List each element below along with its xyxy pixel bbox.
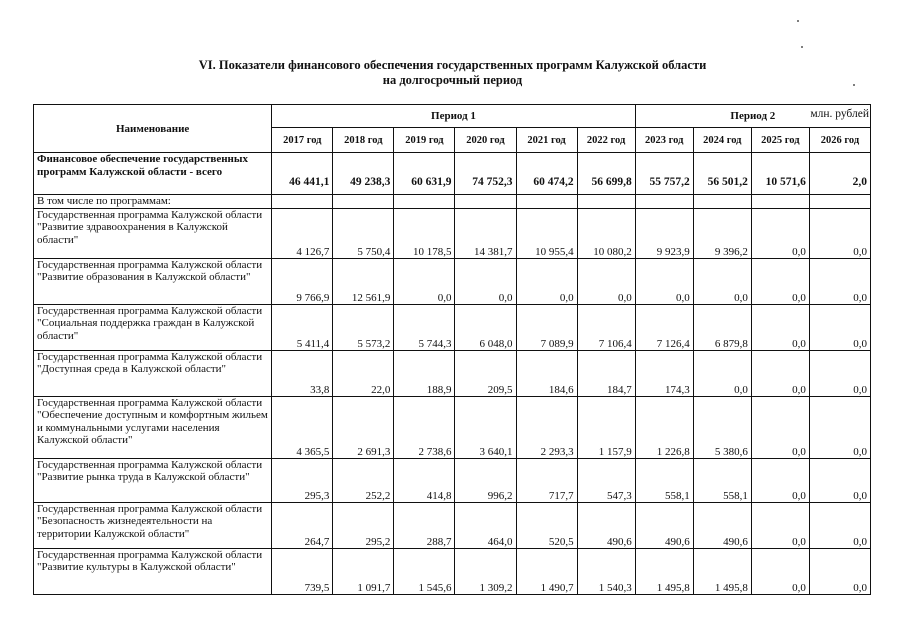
value-cell: 22,0 xyxy=(333,350,394,396)
value-cell: 0,0 xyxy=(693,350,751,396)
value-cell: 264,7 xyxy=(272,502,333,548)
value-cell: 2 293,3 xyxy=(516,396,577,458)
period-2-header: Период 2 xyxy=(635,105,870,128)
subheader-row xyxy=(34,195,871,209)
empty-cell xyxy=(635,195,693,209)
value-cell: 7 126,4 xyxy=(635,304,693,350)
value-cell: 5 380,6 xyxy=(693,396,751,458)
value-cell: 0,0 xyxy=(693,258,751,304)
value-cell: 5 744,3 xyxy=(394,304,455,350)
value-cell: 490,6 xyxy=(693,502,751,548)
value-cell: 1 091,7 xyxy=(333,548,394,594)
value-cell: 56 699,8 xyxy=(577,153,635,195)
value-cell: 2,0 xyxy=(809,153,870,195)
value-cell: 1 545,6 xyxy=(394,548,455,594)
value-cell: 295,3 xyxy=(272,458,333,502)
scan-speck xyxy=(853,84,855,86)
value-cell: 0,0 xyxy=(751,548,809,594)
table-body xyxy=(34,153,871,595)
value-cell: 184,7 xyxy=(577,350,635,396)
program-row xyxy=(34,458,871,502)
value-cell: 188,9 xyxy=(394,350,455,396)
program-row xyxy=(34,350,871,396)
value-cell: 520,5 xyxy=(516,502,577,548)
value-cell: 0,0 xyxy=(751,350,809,396)
year-header: 2017 год xyxy=(272,128,333,153)
value-cell: 4 126,7 xyxy=(272,208,333,258)
program-row xyxy=(34,502,871,548)
value-cell: 10 178,5 xyxy=(394,208,455,258)
year-header: 2024 год xyxy=(693,128,751,153)
value-cell: 3 640,1 xyxy=(455,396,516,458)
value-cell: 10 955,4 xyxy=(516,208,577,258)
value-cell: 464,0 xyxy=(455,502,516,548)
value-cell: 7 106,4 xyxy=(577,304,635,350)
value-cell: 0,0 xyxy=(394,258,455,304)
program-name: Государственная программа Калужской области "Развитие рынка труда в Калужской области" xyxy=(34,458,272,502)
value-cell: 46 441,1 xyxy=(272,153,333,195)
value-cell: 60 631,9 xyxy=(394,153,455,195)
value-cell: 10 571,6 xyxy=(751,153,809,195)
value-cell: 6 879,8 xyxy=(693,304,751,350)
value-cell: 490,6 xyxy=(635,502,693,548)
scan-speck xyxy=(801,46,803,48)
value-cell: 6 048,0 xyxy=(455,304,516,350)
program-name: Государственная программа Калужской области "Доступная среда в Калужской области" xyxy=(34,350,272,396)
value-cell: 5 750,4 xyxy=(333,208,394,258)
empty-cell xyxy=(577,195,635,209)
value-cell: 5 573,2 xyxy=(333,304,394,350)
year-header: 2020 год xyxy=(455,128,516,153)
value-cell: 490,6 xyxy=(577,502,635,548)
value-cell: 9 766,9 xyxy=(272,258,333,304)
value-cell: 1 490,7 xyxy=(516,548,577,594)
value-cell: 1 540,3 xyxy=(577,548,635,594)
value-cell: 5 411,4 xyxy=(272,304,333,350)
title-line-1: VI. Показатели финансового обеспечения государственных программ Калужской области xyxy=(198,58,707,72)
value-cell: 209,5 xyxy=(455,350,516,396)
year-header: 2023 год xyxy=(635,128,693,153)
value-cell: 184,6 xyxy=(516,350,577,396)
program-name: Государственная программа Калужской области "Социальная поддержка граждан в Калужской области" xyxy=(34,304,272,350)
value-cell: 10 080,2 xyxy=(577,208,635,258)
value-cell: 60 474,2 xyxy=(516,153,577,195)
value-cell: 0,0 xyxy=(516,258,577,304)
value-cell: 0,0 xyxy=(809,548,870,594)
document-title xyxy=(0,58,905,88)
program-row xyxy=(34,304,871,350)
year-header: 2018 год xyxy=(333,128,394,153)
value-cell: 996,2 xyxy=(455,458,516,502)
total-row xyxy=(34,153,871,195)
empty-cell xyxy=(751,195,809,209)
year-header: 2025 год xyxy=(751,128,809,153)
value-cell: 558,1 xyxy=(693,458,751,502)
value-cell: 0,0 xyxy=(809,208,870,258)
value-cell: 12 561,9 xyxy=(333,258,394,304)
units-label: млн. рублей xyxy=(810,108,869,120)
program-name: Государственная программа Калужской области "Безопасность жизнедеятельности на территории Калужской области" xyxy=(34,502,272,548)
program-row xyxy=(34,208,871,258)
empty-cell xyxy=(693,195,751,209)
value-cell: 14 381,7 xyxy=(455,208,516,258)
value-cell: 0,0 xyxy=(751,258,809,304)
value-cell: 9 923,9 xyxy=(635,208,693,258)
value-cell: 0,0 xyxy=(577,258,635,304)
value-cell: 0,0 xyxy=(809,458,870,502)
title-line-2: на долгосрочный период xyxy=(382,73,523,87)
value-cell: 2 691,3 xyxy=(333,396,394,458)
value-cell: 56 501,2 xyxy=(693,153,751,195)
empty-cell xyxy=(516,195,577,209)
program-name: Государственная программа Калужской области "Развитие образования в Калужской области" xyxy=(34,258,272,304)
empty-cell xyxy=(809,195,870,209)
value-cell: 0,0 xyxy=(751,502,809,548)
value-cell: 0,0 xyxy=(751,304,809,350)
value-cell: 4 365,5 xyxy=(272,396,333,458)
value-cell: 0,0 xyxy=(809,350,870,396)
value-cell: 1 157,9 xyxy=(577,396,635,458)
empty-cell xyxy=(333,195,394,209)
name-column-header: Наименование xyxy=(34,105,272,153)
value-cell: 74 752,3 xyxy=(455,153,516,195)
year-header: 2026 год xyxy=(809,128,870,153)
program-name: Государственная программа Калужской области "Развитие здравоохранения в Калужской области" xyxy=(34,208,272,258)
value-cell: 0,0 xyxy=(751,208,809,258)
value-cell: 33,8 xyxy=(272,350,333,396)
value-cell: 288,7 xyxy=(394,502,455,548)
value-cell: 1 309,2 xyxy=(455,548,516,594)
value-cell: 7 089,9 xyxy=(516,304,577,350)
year-header: 2021 год xyxy=(516,128,577,153)
scan-speck xyxy=(797,20,799,22)
value-cell: 1 226,8 xyxy=(635,396,693,458)
value-cell: 9 396,2 xyxy=(693,208,751,258)
value-cell: 1 495,8 xyxy=(693,548,751,594)
financing-table xyxy=(33,104,871,595)
value-cell: 2 738,6 xyxy=(394,396,455,458)
empty-cell xyxy=(455,195,516,209)
value-cell: 0,0 xyxy=(809,502,870,548)
value-cell: 295,2 xyxy=(333,502,394,548)
year-header: 2019 год xyxy=(394,128,455,153)
value-cell: 739,5 xyxy=(272,548,333,594)
year-header: 2022 год xyxy=(577,128,635,153)
value-cell: 0,0 xyxy=(751,396,809,458)
value-cell: 0,0 xyxy=(809,396,870,458)
value-cell: 414,8 xyxy=(394,458,455,502)
value-cell: 0,0 xyxy=(455,258,516,304)
empty-cell xyxy=(394,195,455,209)
program-name: Государственная программа Калужской области "Обеспечение доступным и комфортным жильем и коммунальными услугами населения Калужской области" xyxy=(34,396,272,458)
program-row xyxy=(34,396,871,458)
empty-cell xyxy=(272,195,333,209)
value-cell: 0,0 xyxy=(809,258,870,304)
value-cell: 0,0 xyxy=(809,304,870,350)
value-cell: 558,1 xyxy=(635,458,693,502)
value-cell: 547,3 xyxy=(577,458,635,502)
program-row xyxy=(34,258,871,304)
period-1-header: Период 1 xyxy=(272,105,635,128)
program-row xyxy=(34,548,871,594)
value-cell: 49 238,3 xyxy=(333,153,394,195)
value-cell: 55 757,2 xyxy=(635,153,693,195)
value-cell: 1 495,8 xyxy=(635,548,693,594)
subheader-label: В том числе по программам: xyxy=(34,195,272,209)
value-cell: 174,3 xyxy=(635,350,693,396)
program-name: Финансовое обеспечение государственных программ Калужской области - всего xyxy=(34,153,272,195)
value-cell: 0,0 xyxy=(751,458,809,502)
value-cell: 0,0 xyxy=(635,258,693,304)
value-cell: 717,7 xyxy=(516,458,577,502)
program-name: Государственная программа Калужской области "Развитие культуры в Калужской области" xyxy=(34,548,272,594)
value-cell: 252,2 xyxy=(333,458,394,502)
